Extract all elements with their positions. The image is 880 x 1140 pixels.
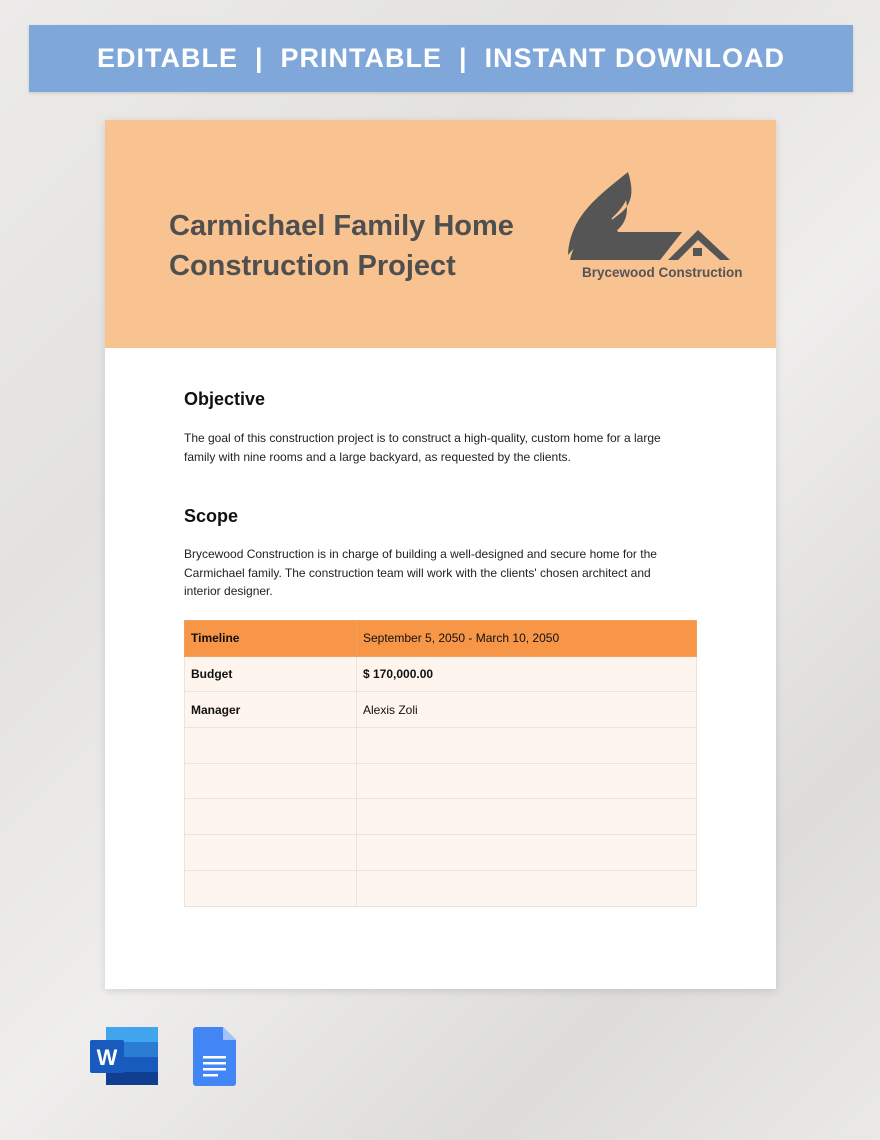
table-cell-value: $ 170,000.00 — [357, 656, 697, 692]
table-cell-value: September 5, 2050 - March 10, 2050 — [357, 621, 697, 657]
table-cell-value: Alexis Zoli — [357, 692, 697, 728]
table-cell-value — [357, 799, 697, 835]
table-cell-label: Budget — [185, 656, 357, 692]
table-cell-label — [185, 763, 357, 799]
scope-heading: Scope — [184, 506, 239, 526]
feature-banner: EDITABLE | PRINTABLE | INSTANT DOWNLOAD — [29, 25, 853, 92]
word-icon[interactable] — [90, 1027, 158, 1087]
google-docs-icon[interactable] — [193, 1027, 237, 1087]
objective-text: The goal of this construction project is to construct a high-quality, custom home for a large family with nine rooms and a large backyard, as requested by the clients. — [184, 431, 661, 464]
table-row — [185, 621, 697, 657]
table-row — [185, 835, 697, 871]
table-cell-label — [185, 835, 357, 871]
table-row — [185, 763, 697, 799]
svg-text:W: W — [96, 1045, 118, 1070]
project-details-table — [184, 620, 697, 907]
table-row — [185, 692, 697, 728]
table-cell-label — [185, 799, 357, 835]
table-cell-value — [357, 763, 697, 799]
table-cell-value — [357, 728, 697, 764]
table-row — [185, 870, 697, 906]
table-cell-value — [357, 835, 697, 871]
table-cell-label: Timeline — [185, 621, 357, 657]
document-title: Carmichael Family Home Construction Project — [169, 210, 514, 282]
document-header — [105, 120, 776, 348]
table-cell-label: Manager — [185, 692, 357, 728]
table-row — [185, 656, 697, 692]
objective-heading: Objective — [184, 389, 266, 409]
scope-text: Brycewood Construction is in charge of building a well-designed and secure home for the Carmichael family. The construction team will work with the clients' chosen architect and interior designer. — [184, 547, 657, 598]
table-cell-value — [357, 870, 697, 906]
document-page — [105, 120, 776, 989]
table-row — [185, 799, 697, 835]
logo-text: Brycewood Construction — [582, 265, 743, 280]
table-cell-label — [185, 870, 357, 906]
table-row — [185, 728, 697, 764]
table-cell-label — [185, 728, 357, 764]
